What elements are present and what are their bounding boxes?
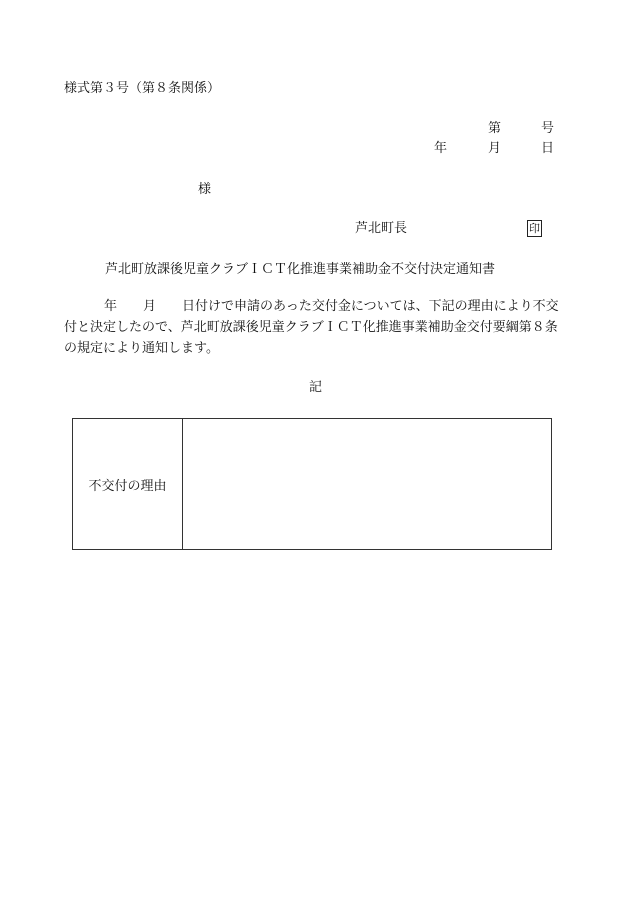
date-day: 日 (541, 141, 555, 156)
date-year: 年 (434, 141, 448, 156)
document-title: 芦北町放課後児童クラブＩＣＴ化推進事業補助金不交付決定通知書 (105, 262, 496, 277)
date-month: 月 (488, 141, 502, 156)
form-label: 様式第３号（第８条関係） (64, 81, 221, 96)
reason-table (72, 418, 552, 550)
document-number-dai: 第 (488, 121, 502, 136)
ki-heading: 記 (309, 380, 323, 395)
document-number-go: 号 (541, 121, 555, 136)
reason-value-cell (183, 419, 551, 549)
body-month: 月 (143, 299, 157, 314)
sender-name: 芦北町長 (355, 221, 408, 236)
body-line-1-text: 日付けで申請のあった交付金については、下記の理由により不交 (182, 299, 559, 314)
addressee-honorific: 様 (198, 182, 212, 197)
body-paragraph (64, 296, 584, 359)
body-line-1 (64, 296, 584, 317)
reason-label: 不交付の理由 (88, 478, 167, 494)
body-year: 年 (104, 299, 118, 314)
body-line-3: の規定により通知します。 (64, 341, 219, 356)
reason-label-cell (73, 419, 183, 549)
seal-mark: 印 (529, 222, 540, 235)
body-line-2: 付と決定したので、芦北町放課後児童クラブＩＣＴ化推進事業補助金交付要綱第８条 (64, 320, 558, 335)
